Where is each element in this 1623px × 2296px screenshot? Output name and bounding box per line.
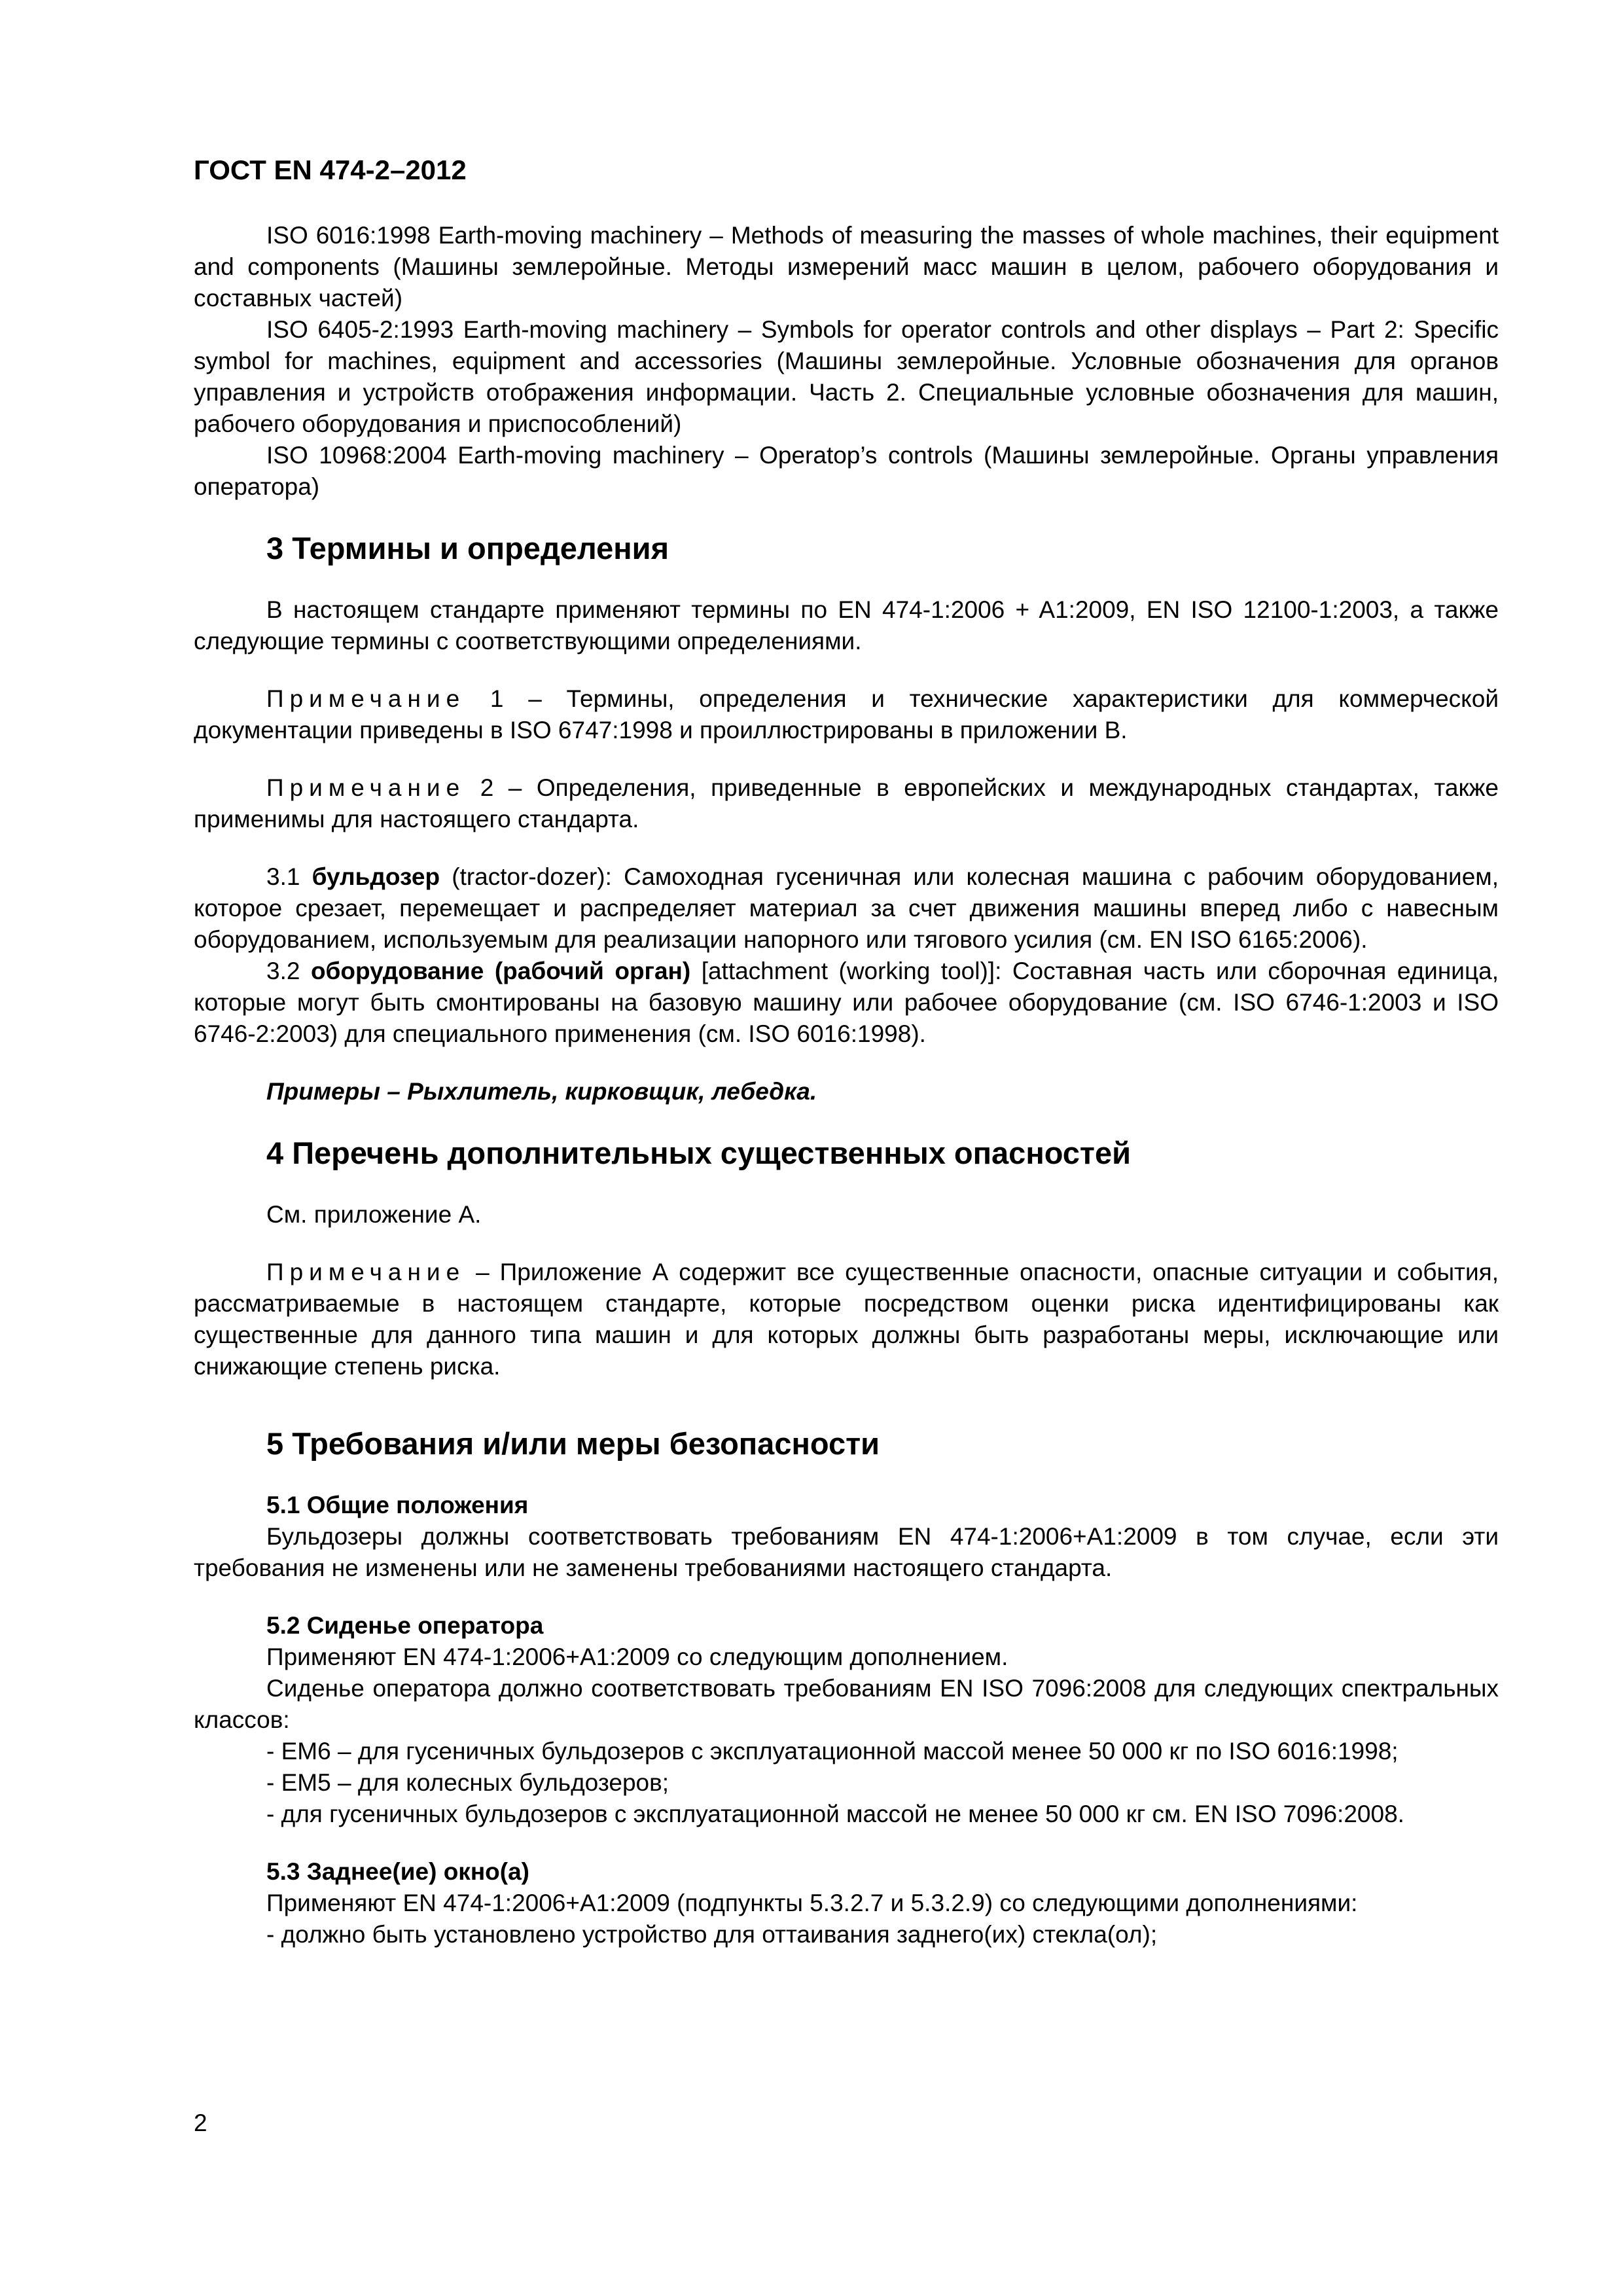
reference-iso-10968: ISO 10968:2004 Earth-moving machinery – Operatop’s controls (Машины землеройные. Органы управления оператора) [194, 442, 1499, 500]
document-body [194, 220, 1499, 1950]
document-header: ГОСТ EN 474-2–2012 [194, 154, 467, 185]
definition-term: оборудование (рабочий орган) [310, 958, 691, 984]
list-item: - EM5 – для колесных бульдозеров; [266, 1769, 669, 1796]
subsection-5-2-heading: 5.2 Сиденье оператора [266, 1612, 544, 1639]
subsection-5-2-para-1: Применяют EN 474-1:2006+A1:2009 со следующим дополнением. [266, 1643, 1008, 1670]
definition-number: 3.2 [266, 958, 311, 984]
subsection-5-1-heading: 5.1 Общие положения [266, 1492, 529, 1518]
definition-term: бульдозер [312, 863, 440, 890]
note-label: Примечание [266, 774, 466, 801]
section-4-note [194, 1257, 1499, 1382]
definition-number: 3.1 [266, 863, 312, 890]
list-item: - EM6 – для гусеничных бульдозеров с эксплуатационной массой менее 50 000 кг по ISO 6016:1998; [266, 1738, 1399, 1765]
list-item: - для гусеничных бульдозеров с эксплуатационной массой не менее 50 000 кг см. EN ISO 7096:2008. [266, 1801, 1404, 1827]
note-label: Примечание [266, 1259, 466, 1285]
note-1 [194, 683, 1499, 746]
section-4-text: См. приложение А. [266, 1201, 482, 1228]
note-text: 2 – Определения, приведенные в европейских и международных стандартах, также применимы для настоящего стандарта. [194, 774, 1499, 833]
note-2 [194, 772, 1499, 835]
definition-3-1 [194, 861, 1499, 956]
note-text: – Приложение А содержит все существенные опасности, опасные ситуации и события, рассматриваемые в настоящем стандарте, которые посредством оценки риска идентифицированы как существенные для данного типа машин и для которых должны быть разработаны меры, исключающие или снижающие степень риска. [194, 1259, 1499, 1380]
section-4-heading: 4 Перечень дополнительных существенных опасностей [266, 1136, 1131, 1170]
note-label: Примечание [266, 685, 466, 712]
note-text: 1 – Термины, определения и технические характеристики для коммерческой документации приведены в ISO 6747:1998 и проиллюстрированы в приложении В. [194, 685, 1499, 744]
list-item: - должно быть установлено устройство для оттаивания заднего(их) стекла(ол); [266, 1921, 1158, 1948]
definition-text: (tractor-dozer): Самоходная гусеничная или колесная машина с рабочим оборудованием, которое срезает, перемещает и распределяет материал за счет движения машины вперед либо с навесным оборудованием, используемым для реализации напорного или тягового усилия (см. EN ISO 6165:2006). [194, 863, 1499, 953]
subsection-5-3-para-1: Применяют EN 474-1:2006+A1:2009 (подпункты 5.3.2.7 и 5.3.2.9) со следующими дополнениями: [266, 1890, 1358, 1916]
section-3-heading: 3 Термины и определения [266, 531, 669, 565]
section-5-heading: 5 Требования и/или меры безопасности [266, 1426, 880, 1461]
subsection-5-3-heading: 5.3 Заднее(ие) окно(а) [266, 1858, 529, 1885]
reference-iso-6016: ISO 6016:1998 Earth-moving machinery – Methods of measuring the masses of whole machines, their equipment and components (Машины землеройные. Методы измерений масс машин в целом, рабочего оборудования и составных частей) [194, 222, 1499, 312]
subsection-5-1-text: Бульдозеры должны соответствовать требованиям EN 474-1:2006+A1:2009 в том случае, если эти требования не изменены или не заменены требованиями настоящего стандарта. [194, 1523, 1499, 1581]
reference-iso-6405-2: ISO 6405-2:1993 Earth-moving machinery – Symbols for operator controls and other displays – Part 2: Specific symbol for machines, equipment and accessories (Машины землеройные. Условные обозначения для органов управления и устройств отображения информации. Часть 2. Специальные условные обозначения для машин, рабочего оборудования и приспособлений) [194, 316, 1499, 437]
definition-3-2 [194, 956, 1499, 1050]
subsection-5-2-para-2: Сиденье оператора должно соответствовать требованиям EN ISO 7096:2008 для следующих спектральных классов: [194, 1675, 1499, 1733]
section-3-intro: В настоящем стандарте применяют термины по EN 474-1:2006 + A1:2009, EN ISO 12100-1:2003, а также следующие термины с соответствующими определениями. [194, 596, 1499, 655]
page-number: 2 [194, 2109, 207, 2136]
definition-text: [attachment (working tool)]: Составная часть или сборочная единица, которые могут быть смонтированы на базовую машину или рабочее оборудование (см. ISO 6746-1:2003 и ISO 6746-2:2003) для специального применения (см. ISO 6016:1998). [194, 958, 1499, 1047]
examples: Примеры – Рыхлитель, кирковщик, лебедка. [266, 1078, 817, 1105]
